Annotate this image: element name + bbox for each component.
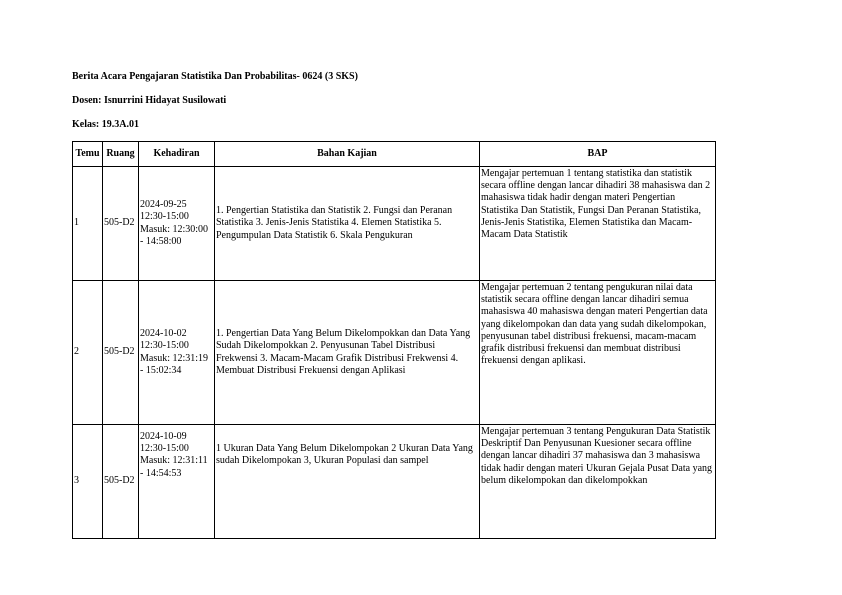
cell-bap: Mengajar pertemuan 3 tentang Pengukuran Data Statistik Deskriptif Dan Penyusunan Kuesioner secara offline dengan lancar dihadiri 37 mahasiswa dan 3 mahasiswa tidak hadir dengan materi Ukuran Gejala Pusat Data yang belum dikelompokan dan dikelompokkan — [480, 425, 716, 539]
cell-kehadiran: 2024-10-02 12:30-15:00 Masuk: 12:31:19 - 15:02:34 — [139, 281, 215, 425]
class-code: Kelas: 19.3A.01 — [72, 119, 139, 130]
lecturer-name: Dosen: Isnurrini Hidayat Susilowati — [72, 95, 227, 106]
cell-temu: 2 — [73, 281, 103, 425]
cell-bap: Mengajar pertemuan 1 tentang statistika dan statistik secara offline dengan lancar dihadiri 38 mahasiswa dan 2 mahasiswa tidak hadir dengan materi Pengertian Statistika Dan Statistik, Fungsi Dan Peranan Statistika, Jenis-Jenis Statistika, Elemen Statistika dan Macam-Macam Data Statistik — [480, 167, 716, 281]
table-row — [73, 167, 716, 281]
column-header-bap: BAP — [480, 142, 716, 167]
document-title: Berita Acara Pengajaran Statistika Dan Probabilitas- 0624 (3 SKS) — [72, 71, 358, 82]
column-header-ruang: Ruang — [103, 142, 139, 167]
attendance-table — [72, 141, 716, 539]
cell-kehadiran: 2024-10-09 12:30-15:00 Masuk: 12:31:11 - 14:54:53 — [139, 425, 215, 539]
cell-temu: 3 — [73, 425, 103, 539]
table-row — [73, 425, 716, 539]
cell-kehadiran: 2024-09-25 12:30-15:00 Masuk: 12:30:00 - 14:58:00 — [139, 167, 215, 281]
cell-bahan-kajian: 1. Pengertian Statistika dan Statistik 2. Fungsi dan Peranan Statistika 3. Jenis-Jenis Statistika 4. Elemen Statistika 5. Pengumpulan Data Statistik 6. Skala Pengukuran — [215, 167, 480, 281]
table-header-row — [73, 142, 716, 167]
column-header-bahan-kajian: Bahan Kajian — [215, 142, 480, 167]
table-row — [73, 281, 716, 425]
cell-ruang: 505-D2 — [103, 425, 139, 539]
cell-temu: 1 — [73, 167, 103, 281]
cell-ruang: 505-D2 — [103, 281, 139, 425]
column-header-temu: Temu — [73, 142, 103, 167]
cell-bap: Mengajar pertemuan 2 tentang pengukuran nilai data statistik secara offline dengan lancar dihadiri semua mahasiswa 40 mahasiswa dengan materi Pengertian data yang dikelompokan dan data yang sudah dikelompokan, penyusunan tabel distribusi frekuensi, macam-macam grafik distribusi frekuensi dan membuat distribusi frekuensi dengan aplikasi. — [480, 281, 716, 425]
cell-bahan-kajian: 1. Pengertian Data Yang Belum Dikelompokkan dan Data Yang Sudah Dikelompokkan 2. Penyusunan Tabel Distribusi Frekwensi 3. Macam-Macam Grafik Distribusi Frekwensi 4. Membuat Distribusi Frekuensi dengan Aplikasi — [215, 281, 480, 425]
cell-ruang: 505-D2 — [103, 167, 139, 281]
cell-bahan-kajian: 1 Ukuran Data Yang Belum Dikelompokan 2 Ukuran Data Yang sudah Dikelompokan 3, Ukuran Populasi dan sampel — [215, 425, 480, 539]
column-header-kehadiran: Kehadiran — [139, 142, 215, 167]
